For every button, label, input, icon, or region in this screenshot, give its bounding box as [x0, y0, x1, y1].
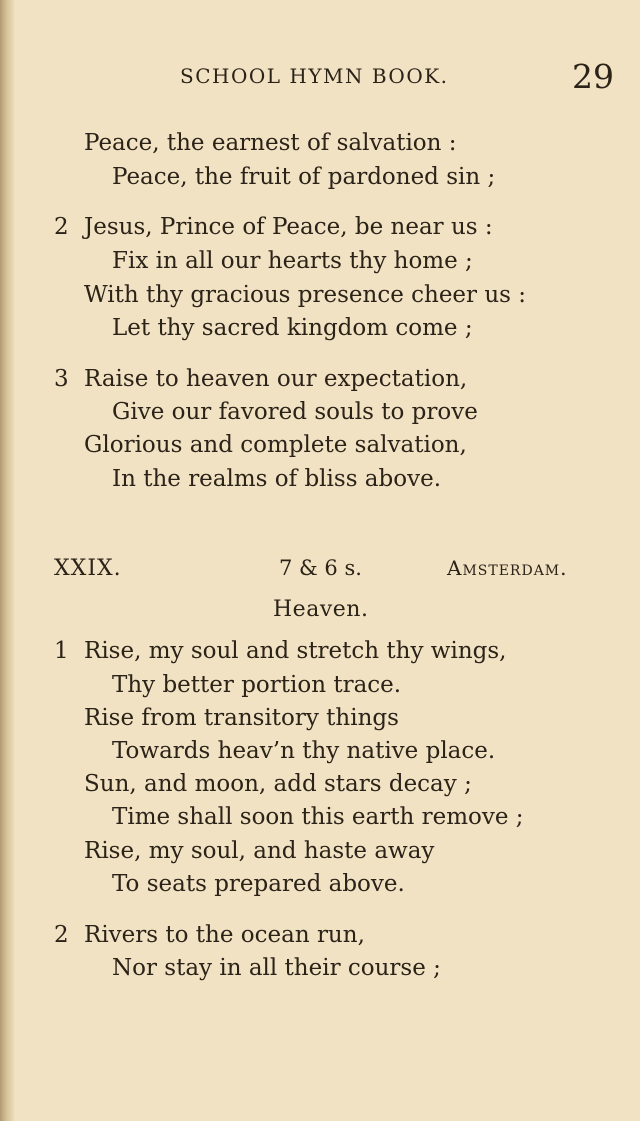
verse-line: Time shall soon this earth remove ;	[112, 804, 524, 830]
book-spine-shadow	[0, 0, 14, 1121]
verse-line: Give our favored souls to prove	[112, 399, 478, 425]
verse-line: Sun, and moon, add stars decay ;	[84, 771, 472, 797]
verse-line: Raise to heaven our expectation,	[84, 366, 468, 392]
verse-line: Peace, the earnest of salvation :	[84, 130, 457, 156]
verse-line: Rise, my soul, and haste away	[84, 838, 435, 864]
verse-line: Glorious and complete salvation,	[84, 432, 467, 458]
hymn-subject: Heaven.	[273, 597, 369, 622]
tune-name: Amsterdam.	[447, 556, 568, 580]
verse-number: 3	[54, 366, 69, 392]
verse-line: Rise, my soul and stretch thy wings,	[84, 638, 507, 664]
verse-line: Jesus, Prince of Peace, be near us :	[84, 214, 493, 240]
verse-number: 2	[54, 214, 69, 240]
verse-line: Towards heav’n thy native place.	[112, 738, 496, 764]
verse-number: 1	[54, 638, 69, 664]
verse-line: Thy better portion trace.	[112, 672, 402, 698]
verse-line: Rivers to the ocean run,	[84, 922, 365, 948]
verse-number: 2	[54, 922, 69, 948]
verse-line: Fix in all our hearts thy home ;	[112, 248, 473, 274]
verse-line: Nor stay in all their course ;	[112, 955, 441, 981]
verse-line: To seats prepared above.	[112, 871, 405, 897]
hymn-meter: 7 & 6 s.	[279, 556, 362, 580]
verse-line: Peace, the fruit of pardoned sin ;	[112, 164, 496, 190]
page-number: 29	[572, 57, 614, 96]
verse-line: In the realms of bliss above.	[112, 466, 442, 492]
verse-line: Rise from transitory things	[84, 705, 399, 731]
hymn-number: XXIX.	[54, 556, 122, 581]
verse-line: Let thy sacred kingdom come ;	[112, 315, 473, 341]
verse-line: With thy gracious presence cheer us :	[84, 282, 527, 308]
running-header: SCHOOL HYMN BOOK.	[180, 64, 449, 88]
